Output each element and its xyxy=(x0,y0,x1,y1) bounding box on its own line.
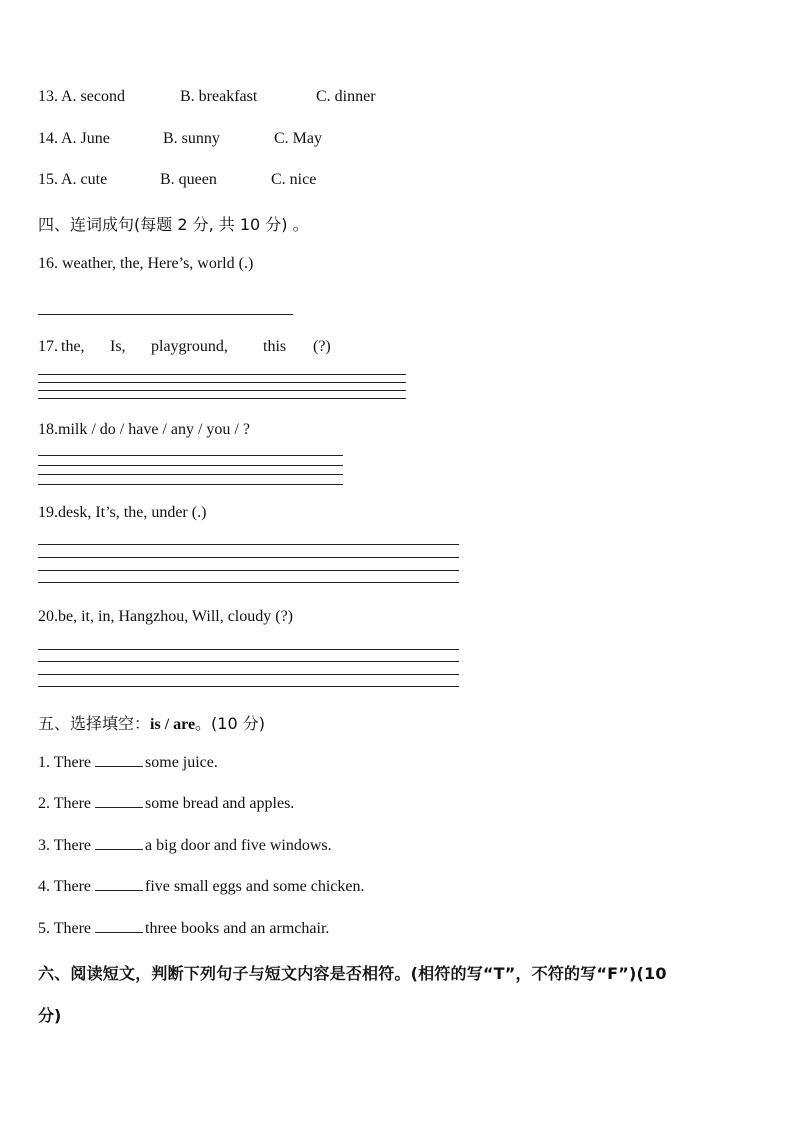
section-6-title-line-1: 六、阅读短文，判断下列句子与短文内容是否相符。(相符的写“T”，不符的写“F”)(10 xyxy=(38,964,667,983)
answer-line xyxy=(38,484,343,485)
section-6-title-line-2: 分) xyxy=(38,1006,62,1025)
word: (?) xyxy=(313,338,331,355)
option-a: A. second xyxy=(61,88,125,105)
answer-line xyxy=(38,544,459,545)
section-5-title-cn: 五、选择填空： xyxy=(38,714,151,733)
fill-item-2 xyxy=(38,795,294,813)
item-lead: 3. There xyxy=(38,837,92,854)
section-5-title-options: is / are xyxy=(150,716,196,733)
answer-line xyxy=(38,474,343,475)
answer-line xyxy=(38,649,459,650)
fill-item-1 xyxy=(38,754,218,772)
option-a: A. June xyxy=(61,130,110,147)
fill-item-3 xyxy=(38,837,332,855)
option-b: B. queen xyxy=(160,171,217,188)
answer-line xyxy=(38,557,459,558)
item-rest: some juice. xyxy=(145,754,218,771)
item-lead: 2. There xyxy=(38,795,92,812)
question-number: 13. xyxy=(38,88,58,105)
section-5-title xyxy=(38,711,265,734)
answer-blank[interactable] xyxy=(95,795,143,808)
item-rest: some bread and apples. xyxy=(145,795,295,812)
answer-line xyxy=(38,674,459,675)
item-rest: three books and an armchair. xyxy=(145,920,330,937)
option-b: B. sunny xyxy=(163,130,220,147)
section-5-title-tail: 。(10 分) xyxy=(195,714,265,733)
word: the, xyxy=(61,338,85,355)
answer-blank[interactable] xyxy=(95,837,143,850)
answer-line xyxy=(38,398,406,399)
answer-blank[interactable] xyxy=(95,920,143,933)
answer-line xyxy=(38,661,459,662)
answer-blank[interactable] xyxy=(95,754,143,767)
option-a: A. cute xyxy=(61,171,108,188)
item-rest: a big door and five windows. xyxy=(145,837,332,854)
fill-item-5 xyxy=(38,920,329,938)
item-lead: 5. There xyxy=(38,920,92,937)
question-19: 19.desk, It’s, the, under (.) xyxy=(38,504,207,521)
option-b: B. breakfast xyxy=(180,88,258,105)
option-c: C. May xyxy=(274,130,322,147)
answer-line xyxy=(38,390,406,391)
answer-blank[interactable] xyxy=(95,878,143,891)
answer-line xyxy=(38,686,459,687)
word: Is, xyxy=(110,338,126,355)
question-18: 18.milk / do / have / any / you / ? xyxy=(38,421,250,438)
answer-line xyxy=(38,455,343,456)
answer-line xyxy=(38,582,459,583)
answer-line xyxy=(38,382,406,383)
item-lead: 4. There xyxy=(38,878,92,895)
word: playground, xyxy=(151,338,228,355)
word: this xyxy=(263,338,287,355)
answer-line xyxy=(38,374,406,375)
section-4-title: 四、连词成句(每题 2 分, 共 10 分) 。 xyxy=(38,215,309,234)
question-number: 15. xyxy=(38,171,58,188)
question-16: 16. weather, the, Here’s, world (.) xyxy=(38,255,254,272)
answer-line xyxy=(38,570,459,571)
item-rest: five small eggs and some chicken. xyxy=(145,878,365,895)
option-c: C. dinner xyxy=(316,88,376,105)
answer-line xyxy=(38,314,293,315)
question-number: 14. xyxy=(38,130,58,147)
fill-item-4 xyxy=(38,878,365,896)
question-number: 17. xyxy=(38,338,58,355)
question-20: 20.be, it, in, Hangzhou, Will, cloudy (?) xyxy=(38,608,294,625)
item-lead: 1. There xyxy=(38,754,92,771)
answer-line xyxy=(38,465,343,466)
option-c: C. nice xyxy=(271,171,317,188)
